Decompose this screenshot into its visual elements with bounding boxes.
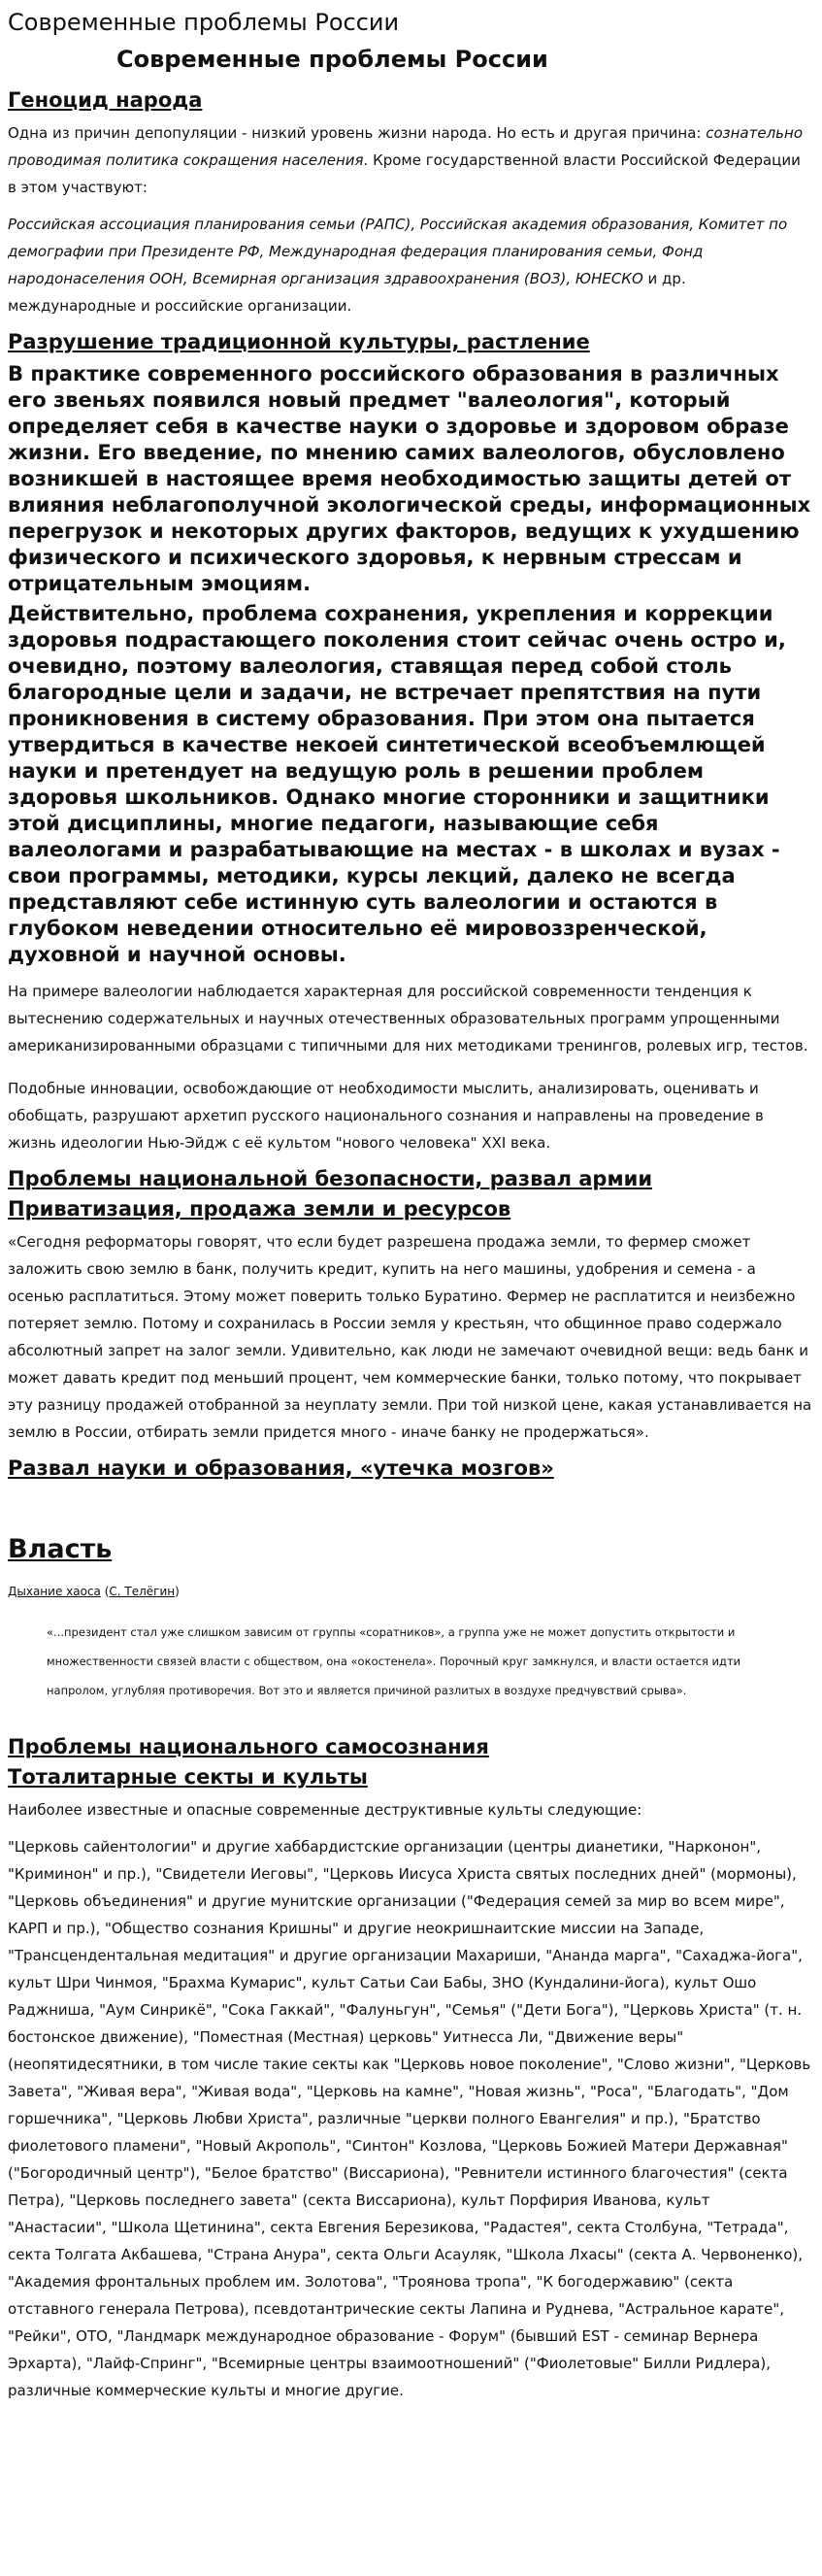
document-page bbox=[0, 8, 822, 2404]
source-link-line bbox=[8, 1583, 812, 1600]
heading-identity: Проблемы национального самосознания bbox=[8, 1735, 489, 1758]
quote-privatization: «Сегодня реформаторы говорят, что если будет разрешена продажа земли, то фермер сможет заложить свою землю в банк, получить кредит, купить на него машины, удобрения и семена - а осенью расплатиться. Этому может поверить только Буратино. Фермер не расплатится и неизбежно потеряет землю. Потому и сохранилась в России земля у крестьян, что общинное право содержало абсолютный запрет на залог земли. Удивительно, как люди не замечают очевидной вещи: ведь банк и может давать кредит под меньший процент, чем коммерческие банки, только потому, что покрывает эту разницу продажей отобранной за неуплату земли. При той низкой цене, какая устанавливается на землю в России, отбирать земли придется много - иначе банку не продержаться». bbox=[8, 1233, 812, 1441]
paragraph-culture-4: Подобные инновации, освобождающие от необходимости мыслить, анализировать, оценивать и обобщать, разрушают архетип русского национального сознания и направлены на проведение в жизнь идеологии Нью-Эйдж с её культом "нового человека" XXI века. bbox=[8, 1080, 764, 1152]
text-fragment: и др. международные и российские организации. bbox=[8, 270, 686, 315]
text-fragment: Одна из причин депопуляции - низкий уровень жизни народа. Но есть и другая причина: bbox=[8, 124, 707, 142]
quote-power: «...президент стал уже слишком зависим от группы «соратников», а группа уже не может допустить открытости и множественности связей власти с обществом, она «окостенела». Порочный круг замкнулся, и власти остается идти напролом, углубляя противоречия. Вот это и является причиной разлитых в воздухе предчувствий срыва». bbox=[47, 1625, 741, 1697]
page-title: Современные проблемы России bbox=[116, 46, 548, 73]
window-title: Современные проблемы России bbox=[8, 9, 400, 36]
emphasis-text: Российская ассоциация планирования семьи (РАПС), Российская академия образования, Комитет по демографии при Президенте РФ, Международная федерация планирования семьи, Фонд народонаселения ООН, Всемирная организация здравоохранения (ВОЗ), ЮНЕСКО bbox=[8, 216, 788, 287]
paragraph-culture-bold-1: В практике современного российского образования в различных его звеньях появился новый предмет "валеология", который определяет себя в качестве науки о здоровье и здоровом образе жизни. Его введение, по мнению самих валеологов, обусловлено возникшей в настоящее время необходимостью защиты детей от влияния неблагополучной экологической среды, информационных перегрузок и некоторых других факторов, ведущих к ухудшению физического и психического здоровья, к нервным стрессам и отрицательным эмоциям. bbox=[8, 362, 811, 595]
emphasis-text: сознательно проводимая политика сокращения населения bbox=[8, 124, 803, 169]
paragraph-sects-intro: Наиболее известные и опасные современные деструктивные культы следующие: bbox=[8, 1801, 642, 1819]
paragraph-culture-3: На примере валеологии наблюдается характерная для российской современности тенденция к вытеснению содержательных и научных отечественных образовательных программ упрощенными американизированными образцами с типичными для них методиками тренингов, ролевых игр, тестов. bbox=[8, 983, 808, 1054]
text-fragment: ( bbox=[100, 1585, 110, 1598]
heading-power: Власть bbox=[8, 1534, 113, 1564]
paragraph-genocide-1 bbox=[8, 119, 812, 201]
sects-list: "Церковь сайентологии" и другие хаббардистские организации (центры дианетики, "Нарконон", "Криминон" и пр.), "Свидетели Иеговы", "Церковь Иисуса Христа святых последних дней" (мормоны), "Церковь объединения" и другие мунитские организации ("Федерация семей за мир во всем мире", КАРП и пр.), "Общество сознания Кришны" и другие неокришнаитские миссии на Западе, "Трансцендентальная медитация" и другие организации Махариши, "Ананда марга", "Сахаджа-йога", культ Шри Чинмоя, "Брахма Кумарис", культ Сатьи Саи Бабы, ЗНО (Кундалини-йога), культ Ошо Раджниша, "Аум Синрикё", "Сока Гаккай", "Фалуньгун", "Семья" ("Дети Бога"), "Церковь Христа" (т. н. бостонское движение), "Поместная (Местная) церковь" Уитнесса Ли, "Движение веры" (неопятидесятники, в том числе такие секты как "Церковь новое поколение", "Слово жизни", "Церковь Завета", "Живая вера", "Живая вода", "Церковь на камне", "Новая жизнь", "Роса", "Благодать", "Дом горшечника", "Церковь Любви Христа", различные "церкви полного Евангелия" и пр.), "Братство фиолетового пламени", "Новый Акрополь", "Синтон" Козлова, "Церковь Божией Матери Державная" ("Богородичный центр"), "Белое братство" (Виссариона), "Ревнители истинного благочестия" (секта Петра), "Церковь последнего завета" (секта Виссариона), культ Порфирия Иванова, культ "Анастасии", "Школа Щетинина", секта Евгения Березикова, "Радастея", секта Столбуна, "Тетрада", секта Толгата Акбашева, "Страна Анура", секта Ольги Асауляк, "Школа Лхасы" (секта А. Червоненко), "Академия фронтальных проблем им. Золотова", "Троянова тропа", "К богодержавию" (секта отставного генерала Петрова), псевдотантрические секты Лапина и Руднева, "Астральное карате", "Рейки", ОТО, "Ландмарк международное образование - Форум" (бывший EST - семинар Вернера Эрхарта), "Лайф-Спринг", "Всемирные центры взаимоотношений" ("Фиолетовые" Билли Ридлера), различные коммерческие культы и многие другие. bbox=[8, 1838, 811, 2399]
article-link[interactable]: Дыхание хаоса bbox=[8, 1585, 101, 1598]
heading-genocide: Геноцид народа bbox=[8, 88, 203, 112]
heading-culture: Разрушение традиционной культуры, растление bbox=[8, 330, 590, 353]
text-fragment: ) bbox=[175, 1585, 180, 1598]
heading-security: Проблемы национальной безопасности, развал армии bbox=[8, 1167, 653, 1190]
paragraph-culture-bold-2: Действительно, проблема сохранения, укрепления и коррекции здоровья подрастающего поколения стоит сейчас очень остро и, очевидно, поэтому валеология, ставящая перед собой столь благородные цели и задачи, не встречает препятствия на пути проникновения в систему образования. При этом она пытается утвердиться в качестве некоей синтетической всеобъемлющей науки и претендует на ведущую роль в решении проблем здоровья школьников. Однако многие сторонники и защитники этой дисциплины, многие педагоги, называющие себя валеологами и разрабатывающие на местах - в школах и вузах - свои программы, методики, курсы лекций, далеко не всегда представляют себе истинную суть валеологии и остаются в глубоком неведении относительно её мировоззренческой, духовной и научной основы. bbox=[8, 602, 786, 966]
heading-science: Развал науки и образования, «утечка мозгов» bbox=[8, 1456, 554, 1480]
heading-privatization: Приватизация, продажа земли и ресурсов bbox=[8, 1197, 511, 1221]
heading-sects: Тоталитарные секты и культы bbox=[8, 1765, 368, 1789]
author-link[interactable]: С. Телёгин bbox=[109, 1585, 176, 1598]
paragraph-genocide-2 bbox=[8, 211, 812, 319]
text-fragment: . Кроме государственной власти Российской Федерации в этом участвуют: bbox=[8, 151, 801, 196]
